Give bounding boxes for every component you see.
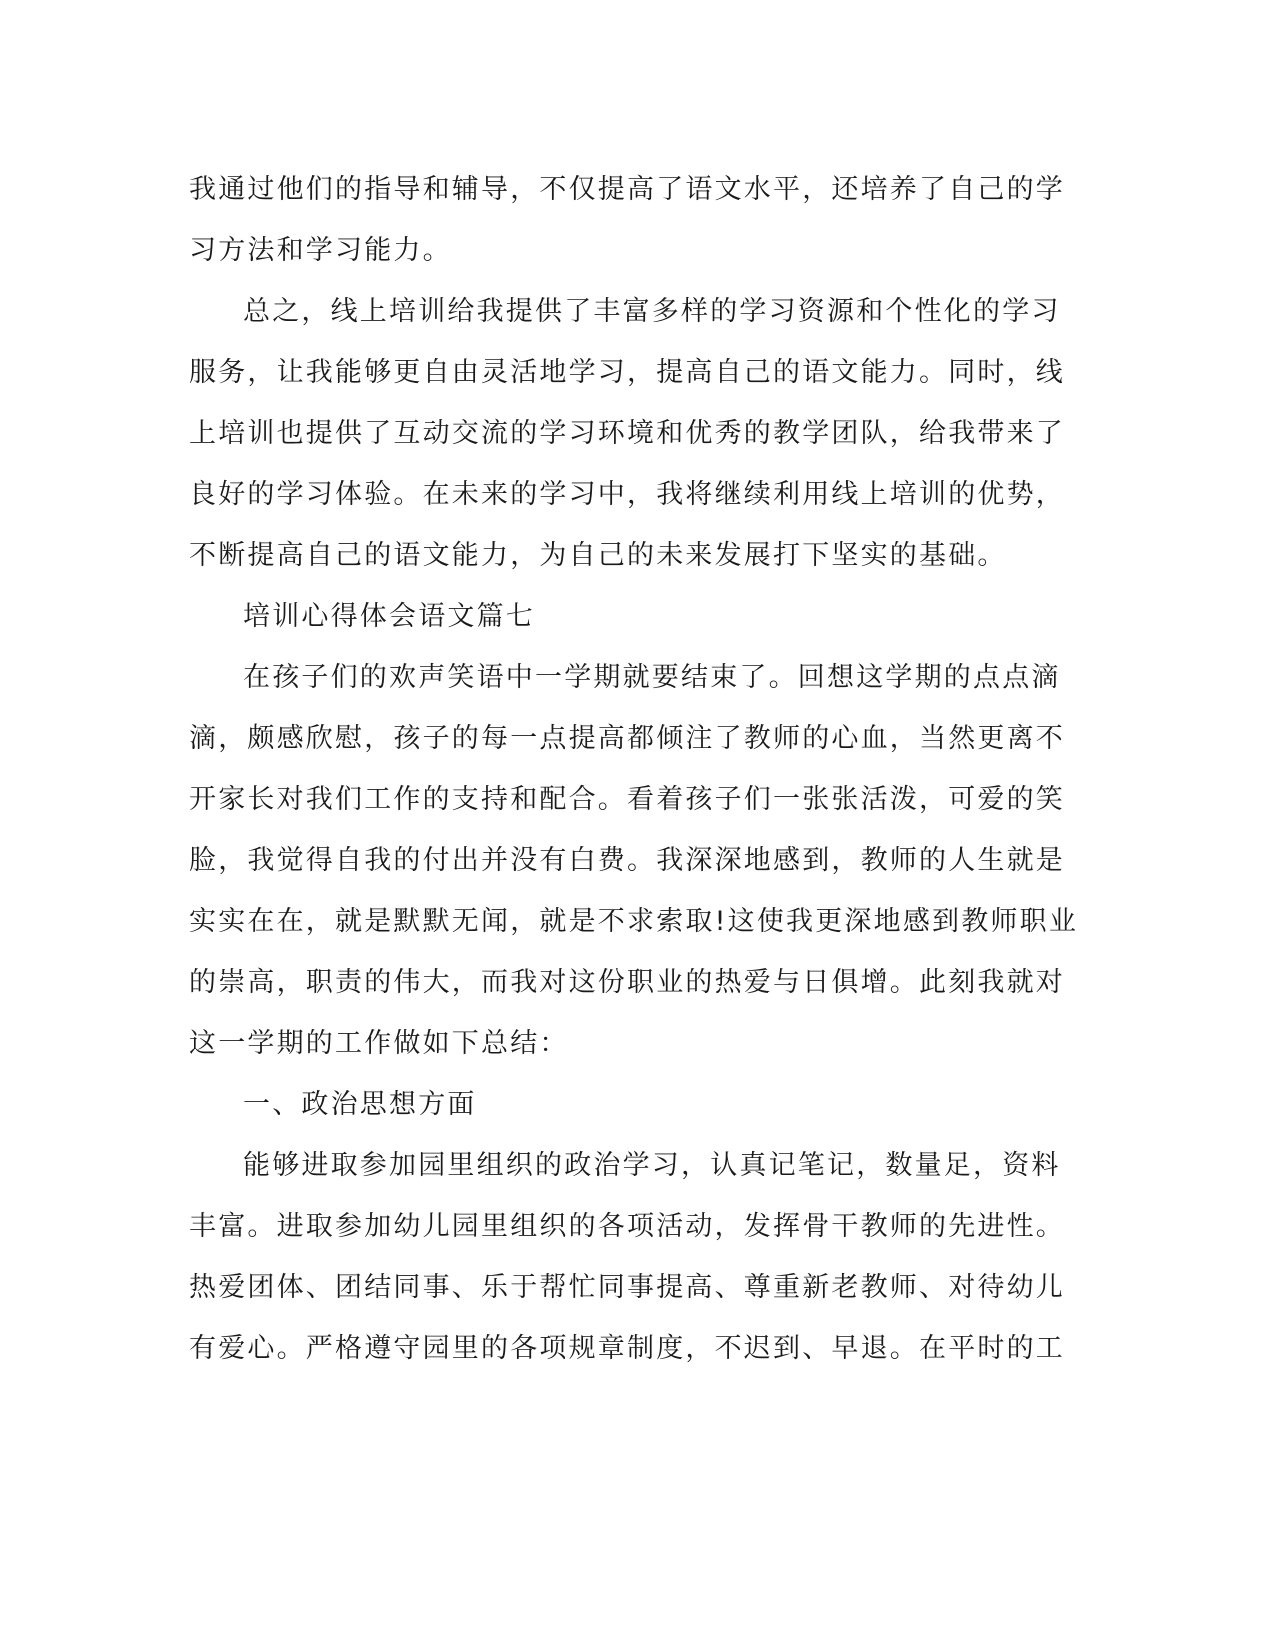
document-body xyxy=(189,159,1089,1379)
text-line: 脸，我觉得自我的付出并没有白费。我深深地感到，教师的人生就是 xyxy=(189,845,1065,876)
text-line: 服务，让我能够更自由灵活地学习，提高自己的语文能力。同时，线 xyxy=(189,357,1065,388)
text-line: 开家长对我们工作的支持和配合。看着孩子们一张张活泼，可爱的笑 xyxy=(189,784,1065,815)
text-line: 总之，线上培训给我提供了丰富多样的学习资源和个性化的学习 xyxy=(243,296,1061,327)
text-line: 良好的学习体验。在未来的学习中，我将继续利用线上培训的优势， xyxy=(189,479,1065,510)
text-line: 丰富。进取参加幼儿园里组织的各项活动，发挥骨干教师的先进性。 xyxy=(189,1211,1065,1242)
text-line: 培训心得体会语文篇七 xyxy=(243,601,535,632)
text-line: 的崇高，职责的伟大，而我对这份职业的热爱与日俱增。此刻我就对 xyxy=(189,967,1065,998)
paragraph-continuation xyxy=(189,159,1089,281)
text-line: 习方法和学习能力。 xyxy=(189,235,452,266)
text-line: 我通过他们的指导和辅导，不仅提高了语文水平，还培养了自己的学 xyxy=(189,174,1065,205)
section-heading xyxy=(189,586,1089,647)
text-line: 热爱团体、团结同事、乐于帮忙同事提高、尊重新老教师、对待幼儿 xyxy=(189,1272,1065,1303)
text-line: 实实在在，就是默默无闻，就是不求索取!这使我更深地感到教师职业 xyxy=(189,906,1079,937)
text-line: 能够进取参加园里组织的政治学习，认真记笔记，数量足，资料 xyxy=(243,1150,1061,1181)
text-line: 上培训也提供了互动交流的学习环境和优秀的教学团队，给我带来了 xyxy=(189,418,1065,449)
text-line: 有爱心。严格遵守园里的各项规章制度，不迟到、早退。在平时的工 xyxy=(189,1333,1065,1364)
text-line: 不断提高自己的语文能力，为自己的未来发展打下坚实的基础。 xyxy=(189,540,1007,571)
subsection-heading xyxy=(189,1074,1089,1135)
paragraph-political-thought xyxy=(189,1135,1089,1379)
text-line: 滴，颇感欣慰，孩子的每一点提高都倾注了教师的心血，当然更离不 xyxy=(189,723,1065,754)
text-line: 在孩子们的欢声笑语中一学期就要结束了。回想这学期的点点滴 xyxy=(243,662,1061,693)
paragraph-summary xyxy=(189,281,1089,586)
text-line: 一、政治思想方面 xyxy=(243,1089,477,1120)
text-line: 这一学期的工作做如下总结： xyxy=(189,1028,569,1059)
paragraph-semester-review xyxy=(189,647,1089,1074)
